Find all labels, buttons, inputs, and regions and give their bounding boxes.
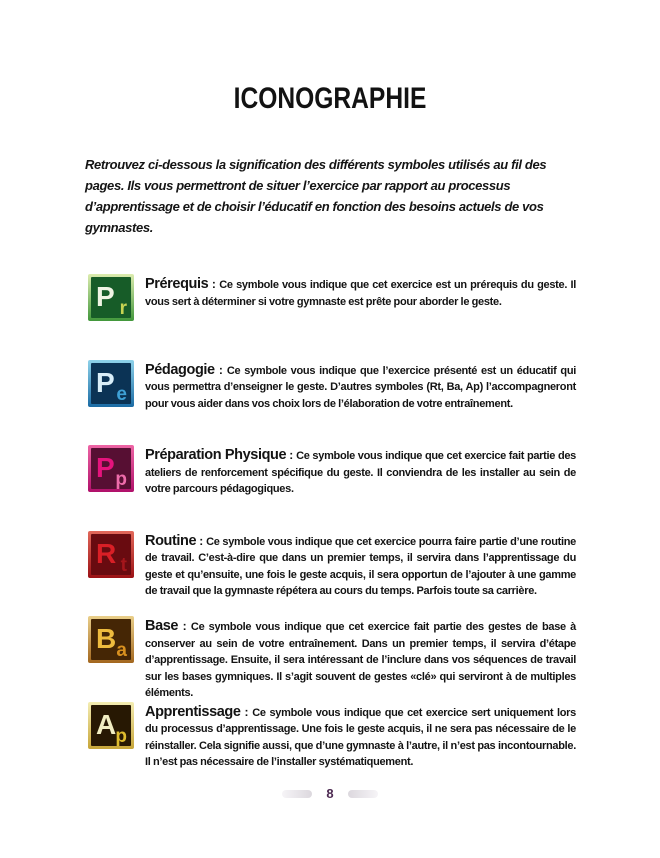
icon-letter-secondary: e	[116, 383, 127, 404]
icon-letter-primary: P	[96, 366, 115, 398]
entry-label: Apprentissage	[145, 703, 241, 720]
entry-label: Pédagogie	[145, 361, 215, 378]
icon-letter-primary: P	[96, 281, 115, 312]
label-colon: :	[196, 533, 207, 548]
legend-entry-pedagogie	[88, 360, 576, 446]
routine-icon-tile	[91, 534, 131, 575]
label-colon: :	[240, 704, 253, 719]
page-footer	[0, 786, 660, 801]
entry-description: Ce symbole vous indique que cet exercice est un prérequis du geste. Il vous sert à déterminer si votre gymnaste est prête pour aborder le geste.	[145, 279, 576, 308]
entry-label: Base	[145, 618, 179, 634]
entry-text	[145, 445, 576, 498]
preparation-physique-icon-tile	[91, 448, 131, 489]
entry-text	[145, 616, 576, 702]
pedagogie-icon	[88, 360, 134, 407]
label-colon: :	[178, 619, 191, 633]
label-colon: :	[208, 277, 220, 291]
label-colon: :	[286, 448, 297, 462]
pedagogie-icon-tile	[91, 363, 131, 404]
entry-label: Préparation Physique	[145, 447, 287, 463]
footer-bar-right	[348, 790, 378, 798]
prerequis-icon	[88, 274, 134, 321]
label-colon: :	[214, 362, 227, 377]
icon-letter-secondary: r	[119, 298, 127, 318]
entry-text	[145, 274, 576, 310]
icon-letter-secondary: p	[115, 725, 127, 746]
icon-letter-secondary: t	[120, 554, 127, 575]
entry-description: Ce symbole vous indique que cet exercice fait partie des gestes de base à conserver au sein de votre entraînement. Dans un premier temps, il servira d’étape d’apprentissage. Ensuite, il sera intéressant de l’inclure dans vos séquences de travail sur les bases gymniques. Il s’agit souvent de gestes «clé» qui serviront à de multiples éléments.	[145, 621, 576, 699]
base-icon-tile	[91, 619, 131, 660]
legend-list	[88, 274, 576, 787]
legend-entry-routine	[88, 531, 576, 617]
entry-description: Ce symbole vous indique que cet exercice pourra faire partie d’une routine de travail. C’est-à-dire que dans un premier temps, il servira dans l’apprentissage du geste et qu’ensuite, une fois le geste acquis, il sera opportun de l’ajouter à une gamme de travail que la gymnaste répétera au cours du temps. Parfois toute sa carrière.	[145, 535, 576, 597]
prerequis-icon-tile	[91, 277, 131, 318]
entry-label: Prérequis	[145, 276, 209, 292]
entry-text	[145, 360, 576, 413]
icon-letter-secondary: p	[115, 469, 127, 489]
icon-letter-primary: B	[96, 623, 117, 654]
legend-entry-base	[88, 616, 576, 702]
footer-bar-left	[282, 790, 312, 798]
entry-description: Ce symbole vous indique que cet exercice fait partie des ateliers de renforcement spécifique du geste. Il conviendra de les installer au sein de votre parcours pédagogiques.	[145, 450, 577, 495]
icon-letter-primary: P	[96, 452, 115, 483]
entry-label: Routine	[145, 532, 197, 549]
entry-text	[145, 702, 576, 771]
entry-description: Ce symbole vous indique que cet exercice sert uniquement lors du processus d’apprentissage. Une fois le geste acquis, il ne sera pas nécessaire de le réinstaller. Cela signifie aussi, que d’une gymnaste à l’autre, il n’est pas incontournable. Il n’est pas nécessaire de l’installer systématiquement.	[145, 706, 576, 768]
entry-description: Ce symbole vous indique que l’exercice présenté est un éducatif qui vous permettra d’enseigner le geste. D’autres symboles (Rt, Ba, Ap) l’accompagneront pour vous aider dans vos choix lors de l’élaboration de votre entraînement.	[145, 364, 576, 410]
base-icon	[88, 616, 134, 663]
legend-entry-prerequis	[88, 274, 576, 360]
icon-letter-primary: A	[96, 708, 117, 740]
page-number: 8	[326, 786, 334, 801]
legend-entry-apprentissage	[88, 702, 576, 788]
icon-letter-primary: R	[96, 537, 117, 569]
routine-icon	[88, 531, 134, 578]
entry-text	[145, 531, 576, 600]
apprentissage-icon-tile	[91, 705, 131, 746]
preparation-physique-icon	[88, 445, 134, 492]
page-title: ICONOGRAPHIE	[233, 82, 427, 115]
apprentissage-icon	[88, 702, 134, 749]
icon-letter-secondary: a	[116, 640, 127, 660]
intro-text: Retrouvez ci-dessous la signification des différents symboles utilisés au fil des pages. Ils vous permettront de situer l’exercice par rapport au processus d’apprentissage et de choisir l’éducatif en fonction des besoins actuels de vos gymnastes.	[85, 157, 547, 235]
legend-entry-preparation-physique	[88, 445, 576, 531]
